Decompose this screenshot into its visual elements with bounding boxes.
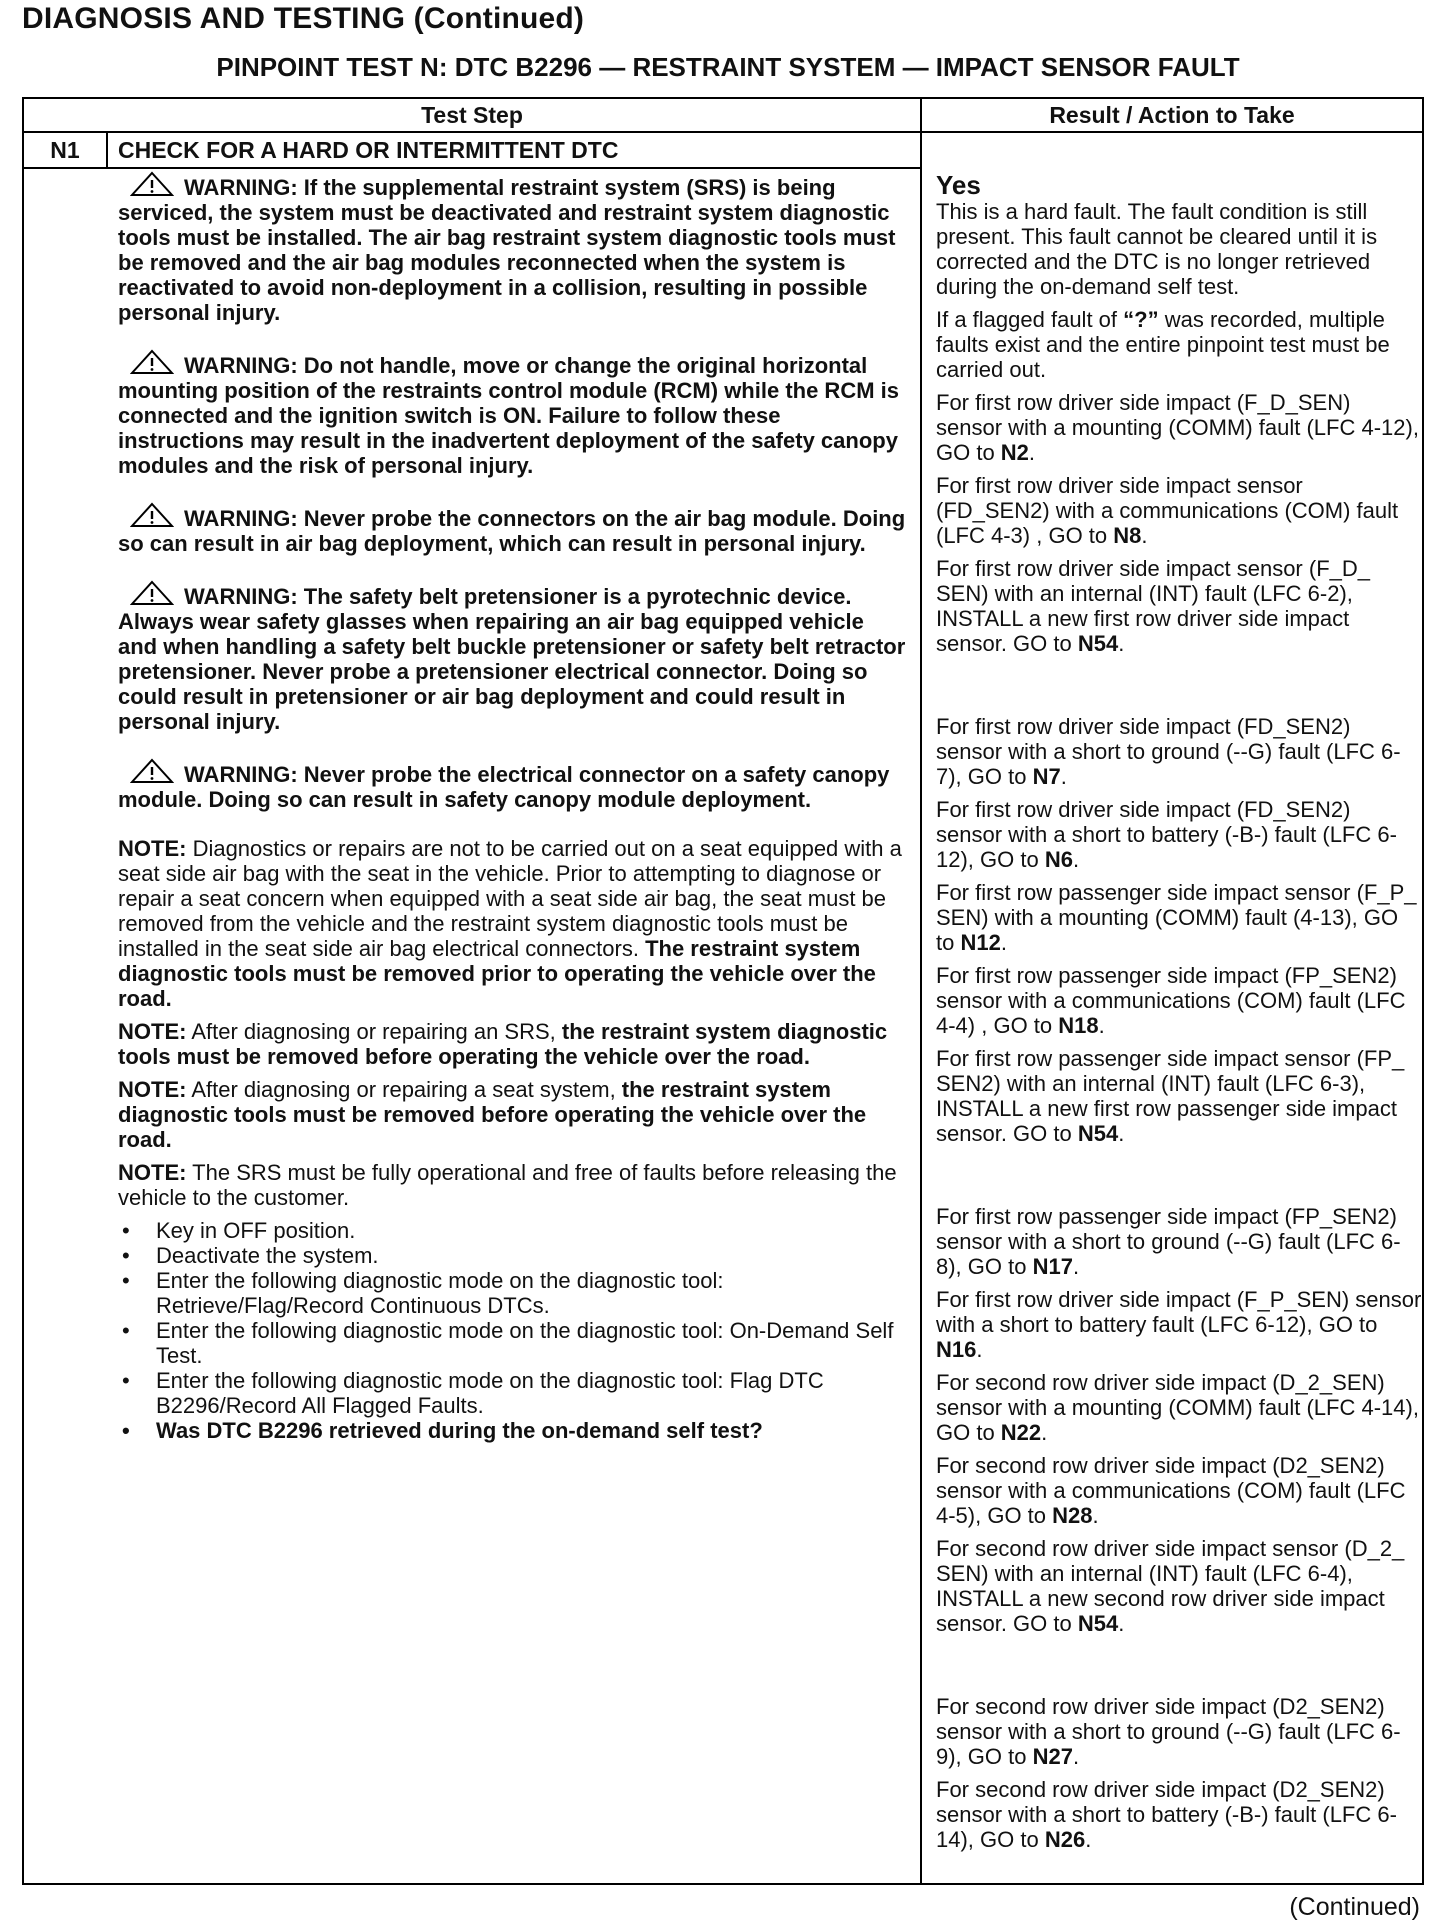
result-action-item xyxy=(936,1046,1422,1146)
result-spacer xyxy=(936,664,1422,714)
result-condition: For first row driver side impact (F_P_SEN) sensor with a short to battery fault (LFC 6-12), GO to xyxy=(936,1287,1422,1337)
procedure-step: • Enter the following diagnostic mode on the diagnostic tool: Flag DTC B2296/Record All Flagged Faults. xyxy=(118,1368,908,1418)
goto-step-link[interactable]: N22 xyxy=(1000,1420,1042,1445)
result-condition: For first row passenger side impact (FP_SEN2) sensor with a communications (COM) fault (LFC 4-4) , GO to xyxy=(936,963,1406,1038)
header-result-action: Result / Action to Take xyxy=(1049,102,1295,128)
note-text xyxy=(118,1160,908,1210)
continued-label: (Continued) xyxy=(1289,1893,1420,1921)
period: . xyxy=(1141,523,1148,548)
pinpoint-test-table xyxy=(22,97,1424,1885)
note-label: NOTE: xyxy=(118,1160,187,1185)
warning-triangle-icon xyxy=(130,502,174,528)
result-condition: For first row driver side impact (FD_SEN2) sensor with a short to battery (-B-) fault (LFC 6-12), GO to xyxy=(936,797,1397,872)
note-text xyxy=(118,1077,908,1152)
goto-step-link[interactable]: N27 xyxy=(1032,1744,1073,1769)
result-condition: For second row driver side impact (D2_SEN2) sensor with a short to ground (--G) fault (LFC 6-9), GO to xyxy=(936,1694,1401,1769)
warning-body: WARNING: The safety belt pretensioner is a pyrotechnic device. Always wear safety glasses when repairing an air bag equipped vehicle and when handling a safety belt buckle pretensioner or safety belt retractor pretensioner. Never probe a pretensioner electrical connector. Doing so could result in pretensioner or air bag deployment and could result in personal injury. xyxy=(118,584,906,734)
goto-step-link[interactable]: N8 xyxy=(1113,523,1142,548)
note-body: After diagnosing or repairing a seat system, xyxy=(186,1077,622,1102)
period: . xyxy=(1085,1827,1092,1852)
step-id-divider xyxy=(106,131,108,169)
result-condition: For first row passenger side impact (FP_SEN2) sensor with a short to ground (--G) fault (LFC 6-8), GO to xyxy=(936,1204,1401,1279)
result-action-content xyxy=(936,171,1422,1860)
period: . xyxy=(1072,1744,1080,1769)
pinpoint-test-title: PINPOINT TEST N: DTC B2296 — RESTRAINT SYSTEM — IMPACT SENSOR FAULT xyxy=(216,52,1240,82)
period: . xyxy=(1072,847,1080,872)
period: . xyxy=(1072,1254,1080,1279)
result-action-item xyxy=(936,963,1422,1038)
result-spacer xyxy=(936,1154,1422,1204)
period: . xyxy=(1028,440,1036,465)
column-divider xyxy=(920,99,922,1883)
period: . xyxy=(1060,764,1067,789)
result-action-item xyxy=(936,473,1422,548)
warning-text xyxy=(118,580,908,734)
goto-step-link[interactable]: N17 xyxy=(1032,1254,1073,1279)
result-condition: For first row driver side impact sensor (F_D_ SEN) with an internal (INT) fault (LFC 6-2), INSTALL a new first row driver side impact sensor. GO to xyxy=(936,556,1370,656)
warnings-list xyxy=(118,171,908,812)
note-body: The SRS must be fully operational and free of faults before releasing the vehicle to the customer. xyxy=(118,1160,897,1210)
result-condition: For first row driver side impact sensor (FD_SEN2) with a communications (COM) fault (LFC 4-3) , GO to xyxy=(936,473,1399,548)
result-action-item xyxy=(936,390,1422,465)
goto-step-link[interactable]: N18 xyxy=(1058,1013,1099,1038)
warning-body: WARNING: Do not handle, move or change the original horizontal mounting position of the restraints control module (RCM) while the RCM is connected and the ignition switch is ON. Failure to follow these instructions may result in the inadvertent deployment of the safety canopy modules and the risk of personal injury. xyxy=(118,353,899,478)
warning-text xyxy=(118,502,908,556)
goto-step-link[interactable]: N54 xyxy=(1077,631,1119,656)
warning-triangle-icon xyxy=(130,758,174,784)
result-action-item xyxy=(936,556,1422,656)
period: . xyxy=(1118,1611,1125,1636)
result-action-item xyxy=(936,1370,1422,1445)
note-text xyxy=(118,836,908,1011)
warning-body: WARNING: Never probe the connectors on the air bag module. Doing so can result in air bag deployment, which can result in personal injury. xyxy=(118,506,906,556)
warning-triangle-icon xyxy=(130,171,174,197)
period: . xyxy=(1041,1420,1048,1445)
period: . xyxy=(1092,1503,1099,1528)
procedure-steps xyxy=(118,1218,908,1443)
procedure-step: • Was DTC B2296 retrieved during the on-demand self test? xyxy=(118,1418,908,1443)
goto-step-link[interactable]: N54 xyxy=(1077,1121,1119,1146)
procedure-step: • Enter the following diagnostic mode on the diagnostic tool: Retrieve/Flag/Record Continuous DTCs. xyxy=(118,1268,908,1318)
result-condition: For second row driver side impact sensor (D_2_ SEN) with an internal (INT) fault (LFC 6-4), INSTALL a new second row driver side impact sensor. GO to xyxy=(936,1536,1405,1636)
note-emphasis: the restraint system diagnostic tools must be removed before operating the vehicle over the road. xyxy=(118,1077,867,1152)
result-action-item xyxy=(936,1536,1422,1636)
period: . xyxy=(976,1337,983,1362)
result-action-item xyxy=(936,1287,1422,1362)
note-body: Diagnostics or repairs are not to be carried out on a seat equipped with a seat side air bag with the seat in the vehicle. Prior to attempting to diagnose or repair a seat concern when equipped with a seat side air bag, the seat must be removed from the vehicle and the restraint system diagnostic tools must be installed in the seat side air bag electrical connectors. xyxy=(118,836,902,961)
note-emphasis: The restraint system diagnostic tools must be removed prior to operating the vehicle over the road. xyxy=(118,936,876,1011)
result-action-item xyxy=(936,714,1422,789)
note-label: NOTE: xyxy=(118,1019,187,1044)
note-body: After diagnosing or repairing an SRS, xyxy=(186,1019,562,1044)
result-action-item xyxy=(936,1453,1422,1528)
result-action-item xyxy=(936,880,1422,955)
step-title: CHECK FOR A HARD OR INTERMITTENT DTC xyxy=(118,137,619,163)
warning-body: WARNING: Never probe the electrical connector on a safety canopy module. Doing so can result in safety canopy module deployment. xyxy=(118,762,890,812)
step-title-divider xyxy=(24,167,920,169)
procedure-step: • Deactivate the system. xyxy=(118,1243,908,1268)
hard-fault-text: This is a hard fault. The fault condition is still present. This fault cannot be cleared until it is corrected and the DTC is no longer retrieved during the on-demand self test. xyxy=(936,199,1378,299)
yes-label: Yes xyxy=(936,170,981,200)
note-label: NOTE: xyxy=(118,1077,187,1102)
result-condition: For first row passenger side impact sensor (F_P_ SEN) with a mounting (COMM) fault (4-13), GO to xyxy=(936,880,1417,955)
warning-text xyxy=(118,171,908,325)
warning-triangle-icon xyxy=(130,580,174,606)
goto-step-link[interactable]: N54 xyxy=(1077,1611,1119,1636)
notes-list xyxy=(118,836,908,1210)
note-label: NOTE: xyxy=(118,836,187,861)
period: . xyxy=(1098,1013,1105,1038)
test-step-content xyxy=(118,171,908,1443)
result-action-item xyxy=(936,1777,1422,1852)
step-id: N1 xyxy=(50,137,80,163)
procedure-step: • Key in OFF position. xyxy=(118,1218,908,1243)
warning-text xyxy=(118,349,908,478)
result-actions-list xyxy=(936,390,1422,1852)
flagged-fault-text: If a flagged fault of “?” was recorded, multiple faults exist and the entire pinpoint test must be carried out. xyxy=(936,307,1390,382)
result-action-item xyxy=(936,1204,1422,1279)
result-condition: For second row driver side impact (D_2_SEN) sensor with a mounting (COMM) fault (LFC 4-14), GO to xyxy=(936,1370,1419,1445)
warning-body: WARNING: If the supplemental restraint system (SRS) is being serviced, the system must be deactivated and restraint system diagnostic tools must be installed. The air bag restraint system diagnostic tools must be removed and the air bag modules reconnected when the system is reactivated to avoid non-deployment in a collision, resulting in possible personal injury. xyxy=(118,175,896,325)
result-action-item xyxy=(936,797,1422,872)
goto-step-link[interactable]: N16 xyxy=(936,1337,977,1362)
result-spacer xyxy=(936,1644,1422,1694)
result-action-item xyxy=(936,1694,1422,1769)
page-title: DIAGNOSIS AND TESTING (Continued) xyxy=(22,2,585,35)
goto-step-link[interactable]: N6 xyxy=(1044,847,1073,872)
warning-text xyxy=(118,758,908,812)
result-condition: For first row passenger side impact sensor (FP_ SEN2) with an internal (INT) fault (LFC 6-3), INSTALL a new first row passenger side impact sensor. GO to xyxy=(936,1046,1405,1146)
goto-step-link[interactable]: N26 xyxy=(1044,1827,1086,1852)
result-condition: For second row driver side impact (D2_SEN2) sensor with a short to battery (-B-) fault (LFC 6-14), GO to xyxy=(936,1777,1397,1852)
note-text xyxy=(118,1019,908,1069)
warning-triangle-icon xyxy=(130,349,174,375)
goto-step-link[interactable]: N12 xyxy=(960,930,1001,955)
result-condition: For second row driver side impact (D2_SEN2) sensor with a communications (COM) fault (LFC 4-5), GO to xyxy=(936,1453,1406,1528)
goto-step-link[interactable]: N28 xyxy=(1052,1503,1093,1528)
note-emphasis: the restraint system diagnostic tools must be removed before operating the vehicle over the road. xyxy=(118,1019,888,1069)
procedure-step: • Enter the following diagnostic mode on the diagnostic tool: On-Demand Self Test. xyxy=(118,1318,908,1368)
goto-step-link[interactable]: N2 xyxy=(1000,440,1029,465)
result-condition: For first row driver side impact (FD_SEN2) sensor with a short to ground (--G) fault (LFC 6-7), GO to xyxy=(936,714,1401,789)
period: . xyxy=(1118,631,1125,656)
period: . xyxy=(1118,1121,1125,1146)
result-condition: For first row driver side impact (F_D_SEN) sensor with a mounting (COMM) fault (LFC 4-12), GO to xyxy=(936,390,1419,465)
header-test-step: Test Step xyxy=(421,102,523,128)
goto-step-link[interactable]: N7 xyxy=(1032,764,1061,789)
period: . xyxy=(1000,930,1007,955)
